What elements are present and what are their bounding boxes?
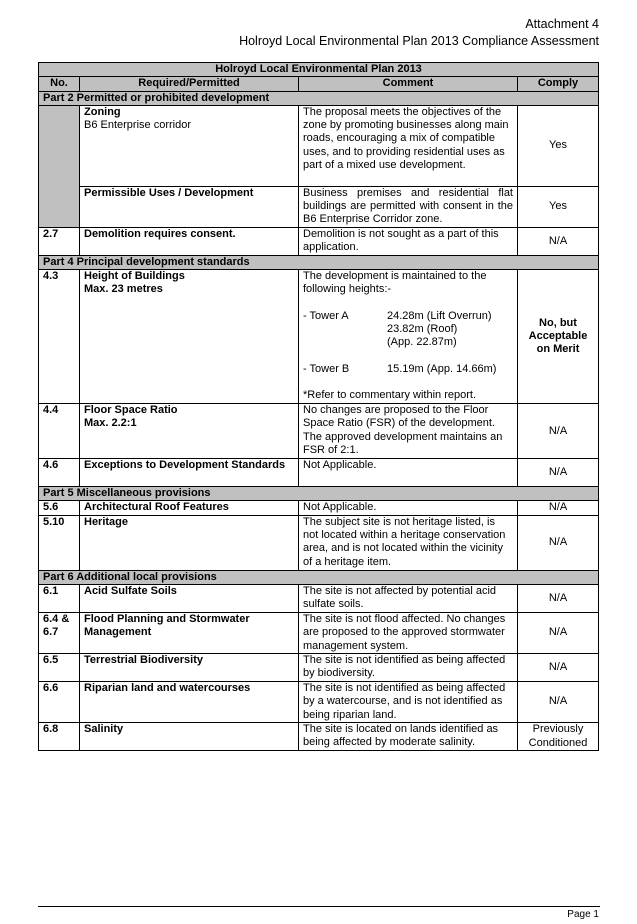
comment-cell: The site is not identified as being affected by a watercourse, and is not identified as being riparian land. (299, 682, 518, 723)
requirement-sub: Max. 2.2:1 (84, 417, 137, 430)
row-number: 5.6 (39, 501, 80, 515)
requirement-cell (80, 404, 299, 459)
row-number: 6.1 (39, 585, 80, 613)
requirement-title: Exceptions to Development Standards (80, 459, 299, 487)
comment-cell: The proposal meets the objectives of the zone by promoting businesses along main roads, encouraging a mix of compatible uses, and to providing residential uses as part of a mixed use development. (299, 105, 518, 186)
commentary-note: *Refer to commentary within report. (303, 388, 477, 401)
comment-cell: Not Applicable. (299, 501, 518, 515)
requirement-sub: B6 Enterprise corridor (84, 119, 191, 132)
row-number: 4.6 (39, 459, 80, 487)
comply-cell: Previously Conditioned (518, 723, 599, 751)
comment-cell: No changes are proposed to the Floor Space Ratio (FSR) of the development. The approved development maintains an FSR of 2:1. (299, 404, 518, 459)
tower-b-height: 15.19m (App. 14.66m) (387, 362, 497, 375)
tower-a-label: - Tower A (303, 309, 349, 322)
section-title: Part 6 Additional local provisions (39, 570, 599, 584)
document-title: Holroyd Local Environmental Plan 2013 Compliance Assessment (239, 34, 599, 48)
table-row (39, 186, 599, 227)
row-number: 6.8 (39, 723, 80, 751)
requirement-title: Permissible Uses / Development (80, 186, 299, 227)
requirement-title: Height of Buildings (84, 270, 185, 283)
comply-cell: N/A (518, 585, 599, 613)
requirement-cell (80, 270, 299, 404)
comply-cell: N/A (518, 515, 599, 570)
requirement-title: Heritage (80, 515, 299, 570)
comply-cell: N/A (518, 227, 599, 255)
requirement-sub: Max. 23 metres (84, 283, 163, 296)
row-number-empty (39, 105, 80, 227)
comment-cell: Not Applicable. (299, 459, 518, 487)
section-title: Part 5 Miscellaneous provisions (39, 487, 599, 501)
table-row (39, 682, 599, 723)
col-no-header: No. (39, 77, 80, 91)
col-req-header: Required/Permitted (80, 77, 299, 91)
row-number: 4.4 (39, 404, 80, 459)
requirement-title: Architectural Roof Features (80, 501, 299, 515)
table-caption: Holroyd Local Environmental Plan 2013 (39, 63, 599, 77)
row-number: 4.3 (39, 270, 80, 404)
table-row (39, 723, 599, 751)
comment-cell (299, 270, 518, 404)
table-row (39, 585, 599, 613)
comment-cell: Demolition is not sought as a part of this application. (299, 227, 518, 255)
requirement-title: Terrestrial Biodiversity (80, 654, 299, 682)
requirement-title: Demolition requires consent. (80, 227, 299, 255)
attachment-label: Attachment 4 (525, 17, 599, 31)
row-number: 2.7 (39, 227, 80, 255)
comply-cell: Yes (518, 186, 599, 227)
tower-a-height-3: (App. 22.87m) (387, 336, 457, 349)
height-intro: The development is maintained to the following heights:- (303, 270, 487, 296)
requirement-title: Zoning (84, 105, 121, 118)
table-row (39, 404, 599, 459)
tower-a-line (303, 336, 513, 349)
comment-cell: The site is not identified as being affected by biodiversity. (299, 654, 518, 682)
comment-cell: The site is not flood affected. No changes are proposed to the approved stormwater management system. (299, 613, 518, 654)
table-row (39, 459, 599, 487)
row-number: 6.4 & 6.7 (39, 613, 80, 654)
requirement-title: Riparian land and watercourses (80, 682, 299, 723)
comply-cell: N/A (518, 501, 599, 515)
requirement-title: Floor Space Ratio (84, 404, 178, 417)
tower-a-line (303, 323, 513, 336)
footer-divider (38, 906, 600, 907)
comply-cell: N/A (518, 459, 599, 487)
comply-cell: Yes (518, 105, 599, 186)
comply-cell: N/A (518, 404, 599, 459)
tower-a-height-1: 24.28m (Lift Overrun) (387, 309, 492, 322)
table-row (39, 270, 599, 404)
comment-cell: The site is located on lands identified as being affected by moderate salinity. (299, 723, 518, 751)
section-title: Part 4 Principal development standards (39, 255, 599, 269)
column-header-row (39, 77, 599, 91)
table-row (39, 105, 599, 186)
section-row (39, 255, 599, 269)
section-title: Part 2 Permitted or prohibited development (39, 91, 599, 105)
requirement-title: Salinity (80, 723, 299, 751)
table-caption-row (39, 63, 599, 77)
requirement-title: Flood Planning and Stormwater Management (80, 613, 299, 654)
tower-a-line (303, 310, 513, 323)
page-number: Page 1 (567, 909, 599, 920)
row-number: 6.6 (39, 682, 80, 723)
table-row (39, 613, 599, 654)
section-row (39, 570, 599, 584)
row-number: 6.5 (39, 654, 80, 682)
requirement-cell (80, 105, 299, 186)
comply-cell: No, but Acceptable on Merit (518, 270, 599, 404)
tower-a-height-2: 23.82m (Roof) (387, 323, 458, 336)
comply-cell: N/A (518, 654, 599, 682)
requirement-title: Acid Sulfate Soils (80, 585, 299, 613)
tower-b-label: - Tower B (303, 362, 350, 375)
col-comply-header: Comply (518, 77, 599, 91)
col-comment-header: Comment (299, 77, 518, 91)
row-number: 5.10 (39, 515, 80, 570)
table-row (39, 227, 599, 255)
tower-b-line (303, 363, 513, 376)
comply-cell: N/A (518, 613, 599, 654)
table-row (39, 501, 599, 515)
comment-cell: Business premises and residential flat buildings are permitted with consent in the B6 Enterprise Corridor zone. (299, 186, 518, 227)
compliance-table (38, 62, 599, 751)
table-row (39, 654, 599, 682)
table-row (39, 515, 599, 570)
document-header (239, 16, 599, 50)
section-row (39, 91, 599, 105)
comply-cell: N/A (518, 682, 599, 723)
comment-cell: The subject site is not heritage listed, is not located within a heritage conservation area, and is not located within the vicinity of a heritage item. (299, 515, 518, 570)
section-row (39, 487, 599, 501)
comment-cell: The site is not affected by potential acid sulfate soils. (299, 585, 518, 613)
